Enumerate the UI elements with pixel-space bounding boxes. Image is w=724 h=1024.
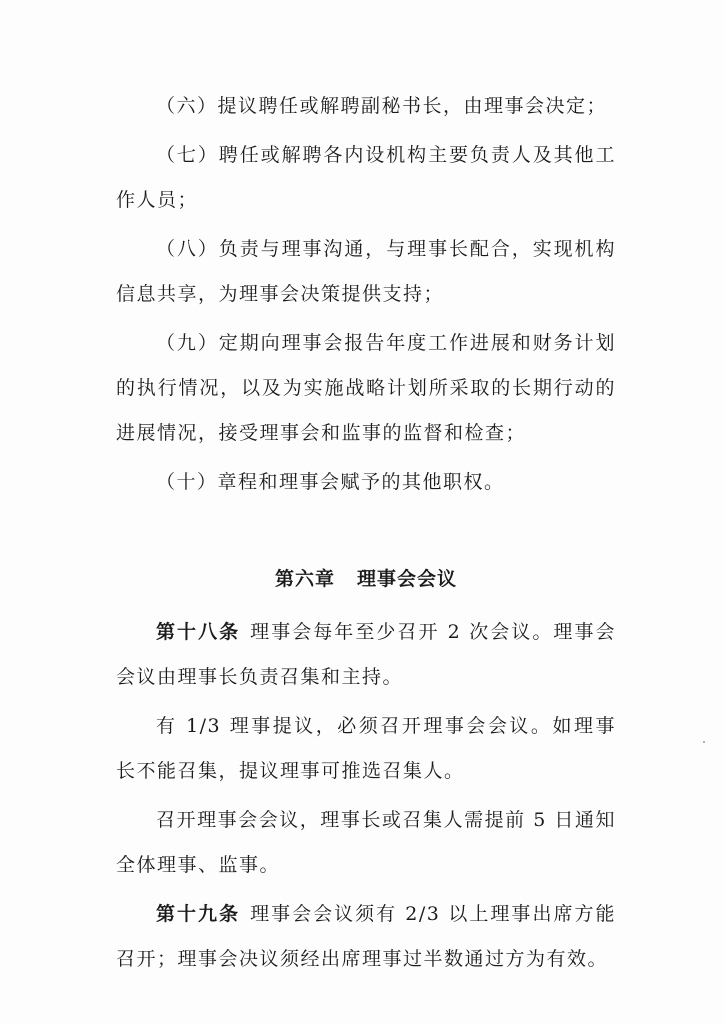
article-18-label: 第十八条 [156, 621, 241, 643]
article-19 [116, 892, 616, 982]
chapter-heading [116, 557, 616, 602]
list-item-10: （十）章程和理事会赋予的其他职权。 [156, 471, 505, 493]
scan-speck [703, 741, 705, 743]
document-body [116, 84, 616, 986]
list-item-8: （八）负责与理事沟通，与理事长配合，实现机构信息共享，为理事会决策提供支持； [116, 238, 616, 305]
list-item-7: （七）聘任或解聘各内设机构主要负责人及其他工作人员； [116, 144, 616, 211]
article-19-label: 第十九条 [156, 903, 241, 925]
article-19-text: 理事会会议须有 2/3 以上理事出席方能召开；理事会决议须经出席理事过半数通过方为有效。 [116, 903, 616, 970]
list-item-9: （九）定期向理事会报告年度工作进展和财务计划的执行情况，以及为实施战略计划所采取的长期行动的进展情况，接受理事会和监事的监督和检查； [116, 332, 616, 444]
list-item-6: （六）提议聘任或解聘副秘书长，由理事会决定； [156, 95, 608, 117]
article-18-text: 理事会每年至少召开 2 次会议。理事会会议由理事长负责召集和主持。 [116, 621, 616, 688]
chapter-title: 理事会会议 [357, 568, 458, 590]
article-18-paragraph-3: 召开理事会会议，理事长或召集人需提前 5 日通知全体理事、监事。 [116, 809, 616, 876]
article-18-paragraph-2: 有 1/3 理事提议，必须召开理事会会议。如理事长不能召集，提议理事可推选召集人。 [116, 715, 616, 782]
chapter-number: 第六章 [274, 568, 335, 590]
article-18 [116, 610, 616, 700]
